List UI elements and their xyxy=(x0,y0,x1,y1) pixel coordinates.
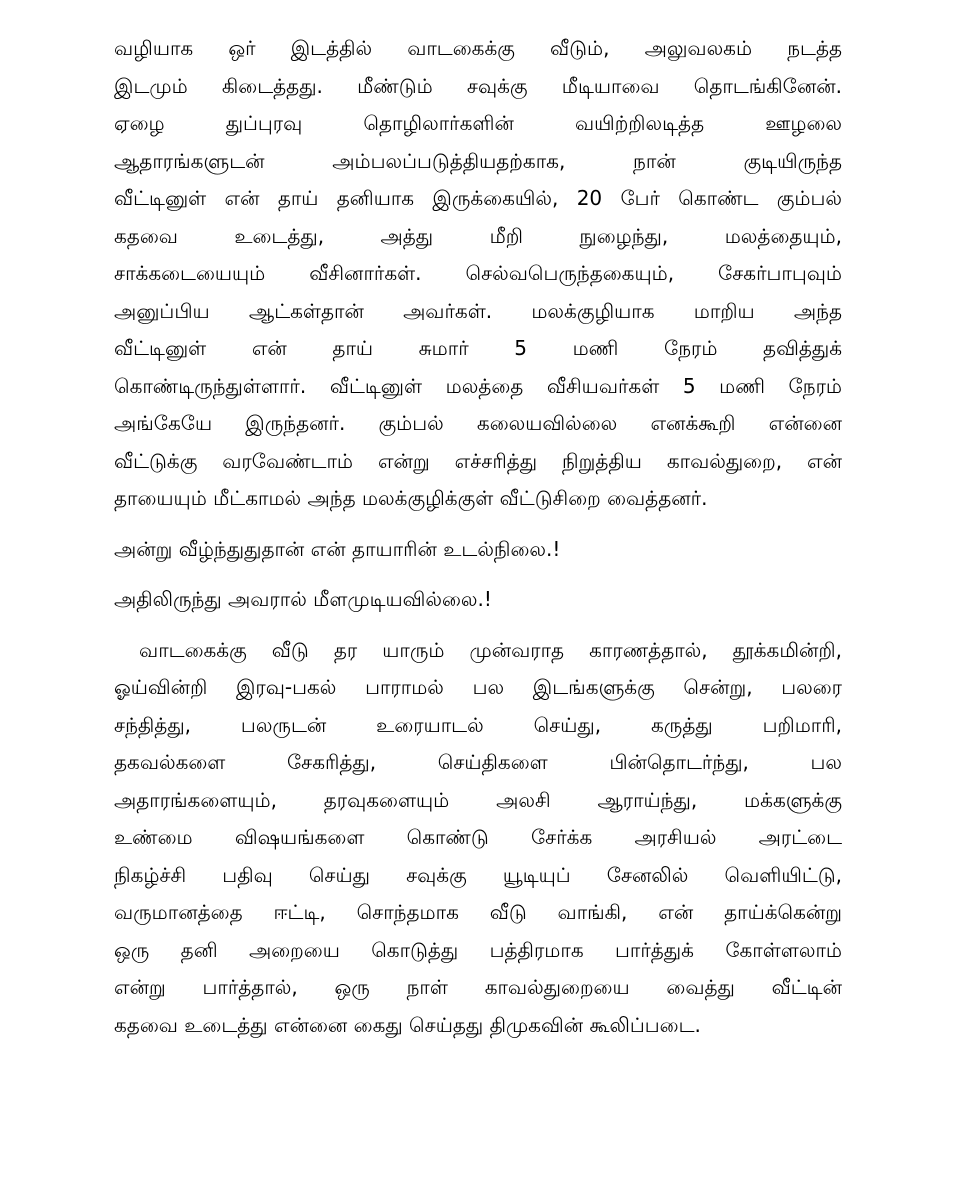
text-line: அனுப்பிய ஆட்கள்தான் அவர்கள். மலக்குழியாக மாறிய அந்த xyxy=(114,298,842,323)
text-line: சந்தித்து, பலருடன் உரையாடல் செய்து, கருத்து பறிமாரி, xyxy=(114,712,842,737)
text-line: வீட்டினுள் என் தாய் சுமார் 5 மணி நேரம் தவித்துக் xyxy=(114,336,842,360)
text-line: வாடகைக்கு வீடு தர யாரும் முன்வராத காரணத்தால், தூக்கமின்றி, xyxy=(114,637,842,662)
text-line: கொண்டிருந்துள்ளார். வீட்டினுள் மலத்தை வீசியவர்கள் 5 மணி நேரம் xyxy=(114,373,842,398)
text-line: வீட்டுக்கு வரவேண்டாம் என்று எச்சரித்து நிறுத்திய காவல்துறை, என் xyxy=(114,448,842,473)
paragraph-1 xyxy=(114,30,842,518)
paragraph-4 xyxy=(114,632,842,1045)
text-line: சாக்கடையையும் வீசினார்கள். செல்வபெருந்தகையும், சேகர்பாபுவும் xyxy=(114,261,842,285)
text-line: ஏழை துப்புரவு தொழிலார்களின் வயிற்றிலடித்த ஊழலை xyxy=(114,111,842,135)
paragraph-3 xyxy=(114,581,842,619)
text-line: வருமானத்தை ஈட்டி, சொந்தமாக வீடு வாங்கி, என் தாய்க்கென்று xyxy=(114,900,842,924)
text-line: தாயையும் மீட்காமல் அந்த மலக்குழிக்குள் வீட்டுசிறை வைத்தனர். xyxy=(114,486,708,510)
text-line: ஓய்வின்றி இரவு-பகல் பாராமல் பல இடங்களுக்கு சென்று, பலரை xyxy=(114,675,842,699)
text-line: அங்கேயே இருந்தனர். கும்பல் கலையவில்லை எனக்கூறி என்னை xyxy=(114,411,842,435)
text-line: நிகழ்ச்சி பதிவு செய்து சவுக்கு யூடியுப் சேனலில் வெளியிட்டு, xyxy=(114,862,842,887)
text-line: ஆதாரங்களுடன் அம்பலப்படுத்தியதற்காக, நான் குடியிருந்த xyxy=(114,148,842,173)
text-line: உண்மை விஷயங்களை கொண்டு சேர்க்க அரசியல் அரட்டை xyxy=(114,825,842,849)
text-line: அதிலிருந்து அவரால் மீளமுடியவில்லை.! xyxy=(114,587,492,611)
paragraph-2 xyxy=(114,531,842,569)
text-line: அன்று வீழ்ந்துதுதான் என் தாயாரின் உடல்நிலை.! xyxy=(114,536,561,561)
text-line: தகவல்களை சேகரித்து, செய்திகளை பின்தொடர்ந்து, பல xyxy=(114,750,842,774)
text-line: கதவை உடைத்து என்னை கைது செய்தது திமுகவின் கூலிப்படை. xyxy=(114,1012,701,1037)
text-line: என்று பார்த்தால், ஒரு நாள் காவல்துறையை வைத்து வீட்டின் xyxy=(114,975,842,999)
text-line: வீட்டினுள் என் தாய் தனியாக இருக்கையில், 20 பேர் கொண்ட கும்பல் xyxy=(114,186,842,210)
text-line: கதவை உடைத்து, அத்து மீறி நுழைந்து, மலத்தையும், xyxy=(114,223,842,248)
text-line: இடமும் கிடைத்தது. மீண்டும் சவுக்கு மீடியாவை தொடங்கினேன். xyxy=(114,73,842,98)
text-line: வழியாக ஒர் இடத்தில் வாடகைக்கு வீடும், அலுவலகம் நடத்த xyxy=(114,36,842,60)
text-line: அதாரங்களையும், தரவுகளையும் அலசி ஆராய்ந்து, மக்களுக்கு xyxy=(114,787,842,812)
document-page xyxy=(114,30,842,1044)
text-line: ஒரு தனி அறையை கொடுத்து பத்திரமாக பார்த்துக் கோள்ளலாம் xyxy=(114,937,842,962)
